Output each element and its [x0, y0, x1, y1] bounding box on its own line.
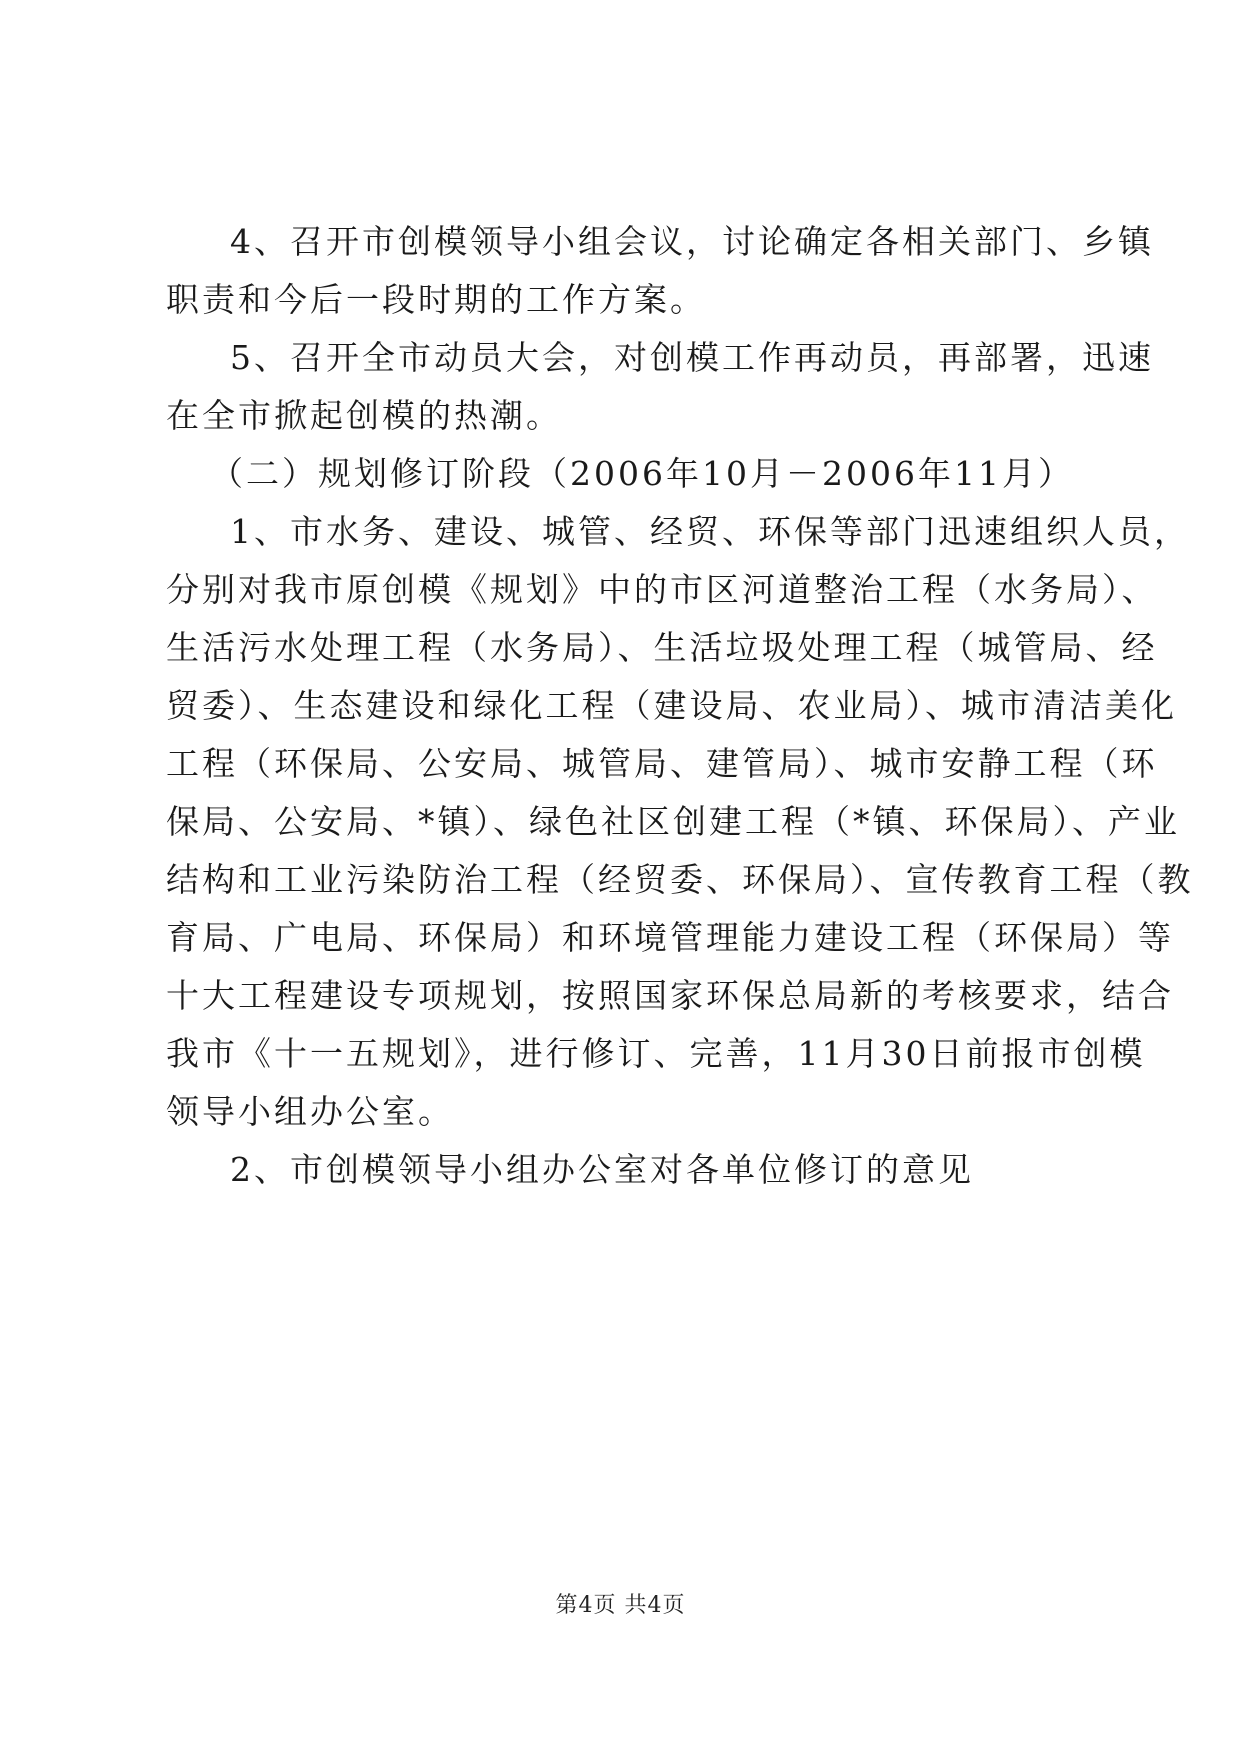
paragraph-line: 工程（环保局、公安局、城管局、建管局）、城市安静工程（环: [166, 744, 1158, 783]
paragraph-line: 5、召开全市动员大会，对创模工作再动员，再部署，迅速: [230, 338, 1154, 377]
paragraph-line: 4、召开市创模领导小组会议，讨论确定各相关部门、乡镇: [230, 222, 1154, 261]
paragraph-line: 育局、广电局、环保局）和环境管理能力建设工程（环保局）等: [166, 918, 1174, 957]
paragraph-line: 领导小组办公室。: [166, 1092, 454, 1131]
paragraph-line: 1、市水务、建设、城管、经贸、环保等部门迅速组织人员，: [230, 512, 1190, 551]
paragraph-line: 我市《十一五规划》，进行修订、完善，11月30日前报市创模: [166, 1034, 1146, 1073]
paragraph-line: 贸委）、生态建设和绿化工程（建设局、农业局）、城市清洁美化: [166, 686, 1177, 725]
paragraph-line: 在全市掀起创模的热潮。: [166, 396, 562, 435]
paragraph-line: 保局、公安局、*镇）、绿色社区创建工程（*镇、环保局）、产业: [166, 802, 1180, 841]
page-number-footer: 第4页 共4页: [555, 1593, 686, 1618]
paragraph-line: 2、市创模领导小组办公室对各单位修订的意见: [230, 1150, 974, 1189]
paragraph-line: 分别对我市原创模《规划》中的市区河道整治工程（水务局）、: [166, 570, 1158, 609]
paragraph-line: 十大工程建设专项规划，按照国家环保总局新的考核要求，结合: [166, 976, 1174, 1015]
paragraph-line: 职责和今后一段时期的工作方案。: [166, 280, 706, 319]
paragraph-line: 结构和工业污染防治工程（经贸委、环保局）、宣传教育工程（教: [166, 860, 1194, 899]
paragraph-line: 生活污水处理工程（水务局）、生活垃圾处理工程（城管局、经: [166, 628, 1158, 667]
section-heading: （二）规划修订阶段（2006年10月－2006年11月）: [210, 454, 1074, 493]
